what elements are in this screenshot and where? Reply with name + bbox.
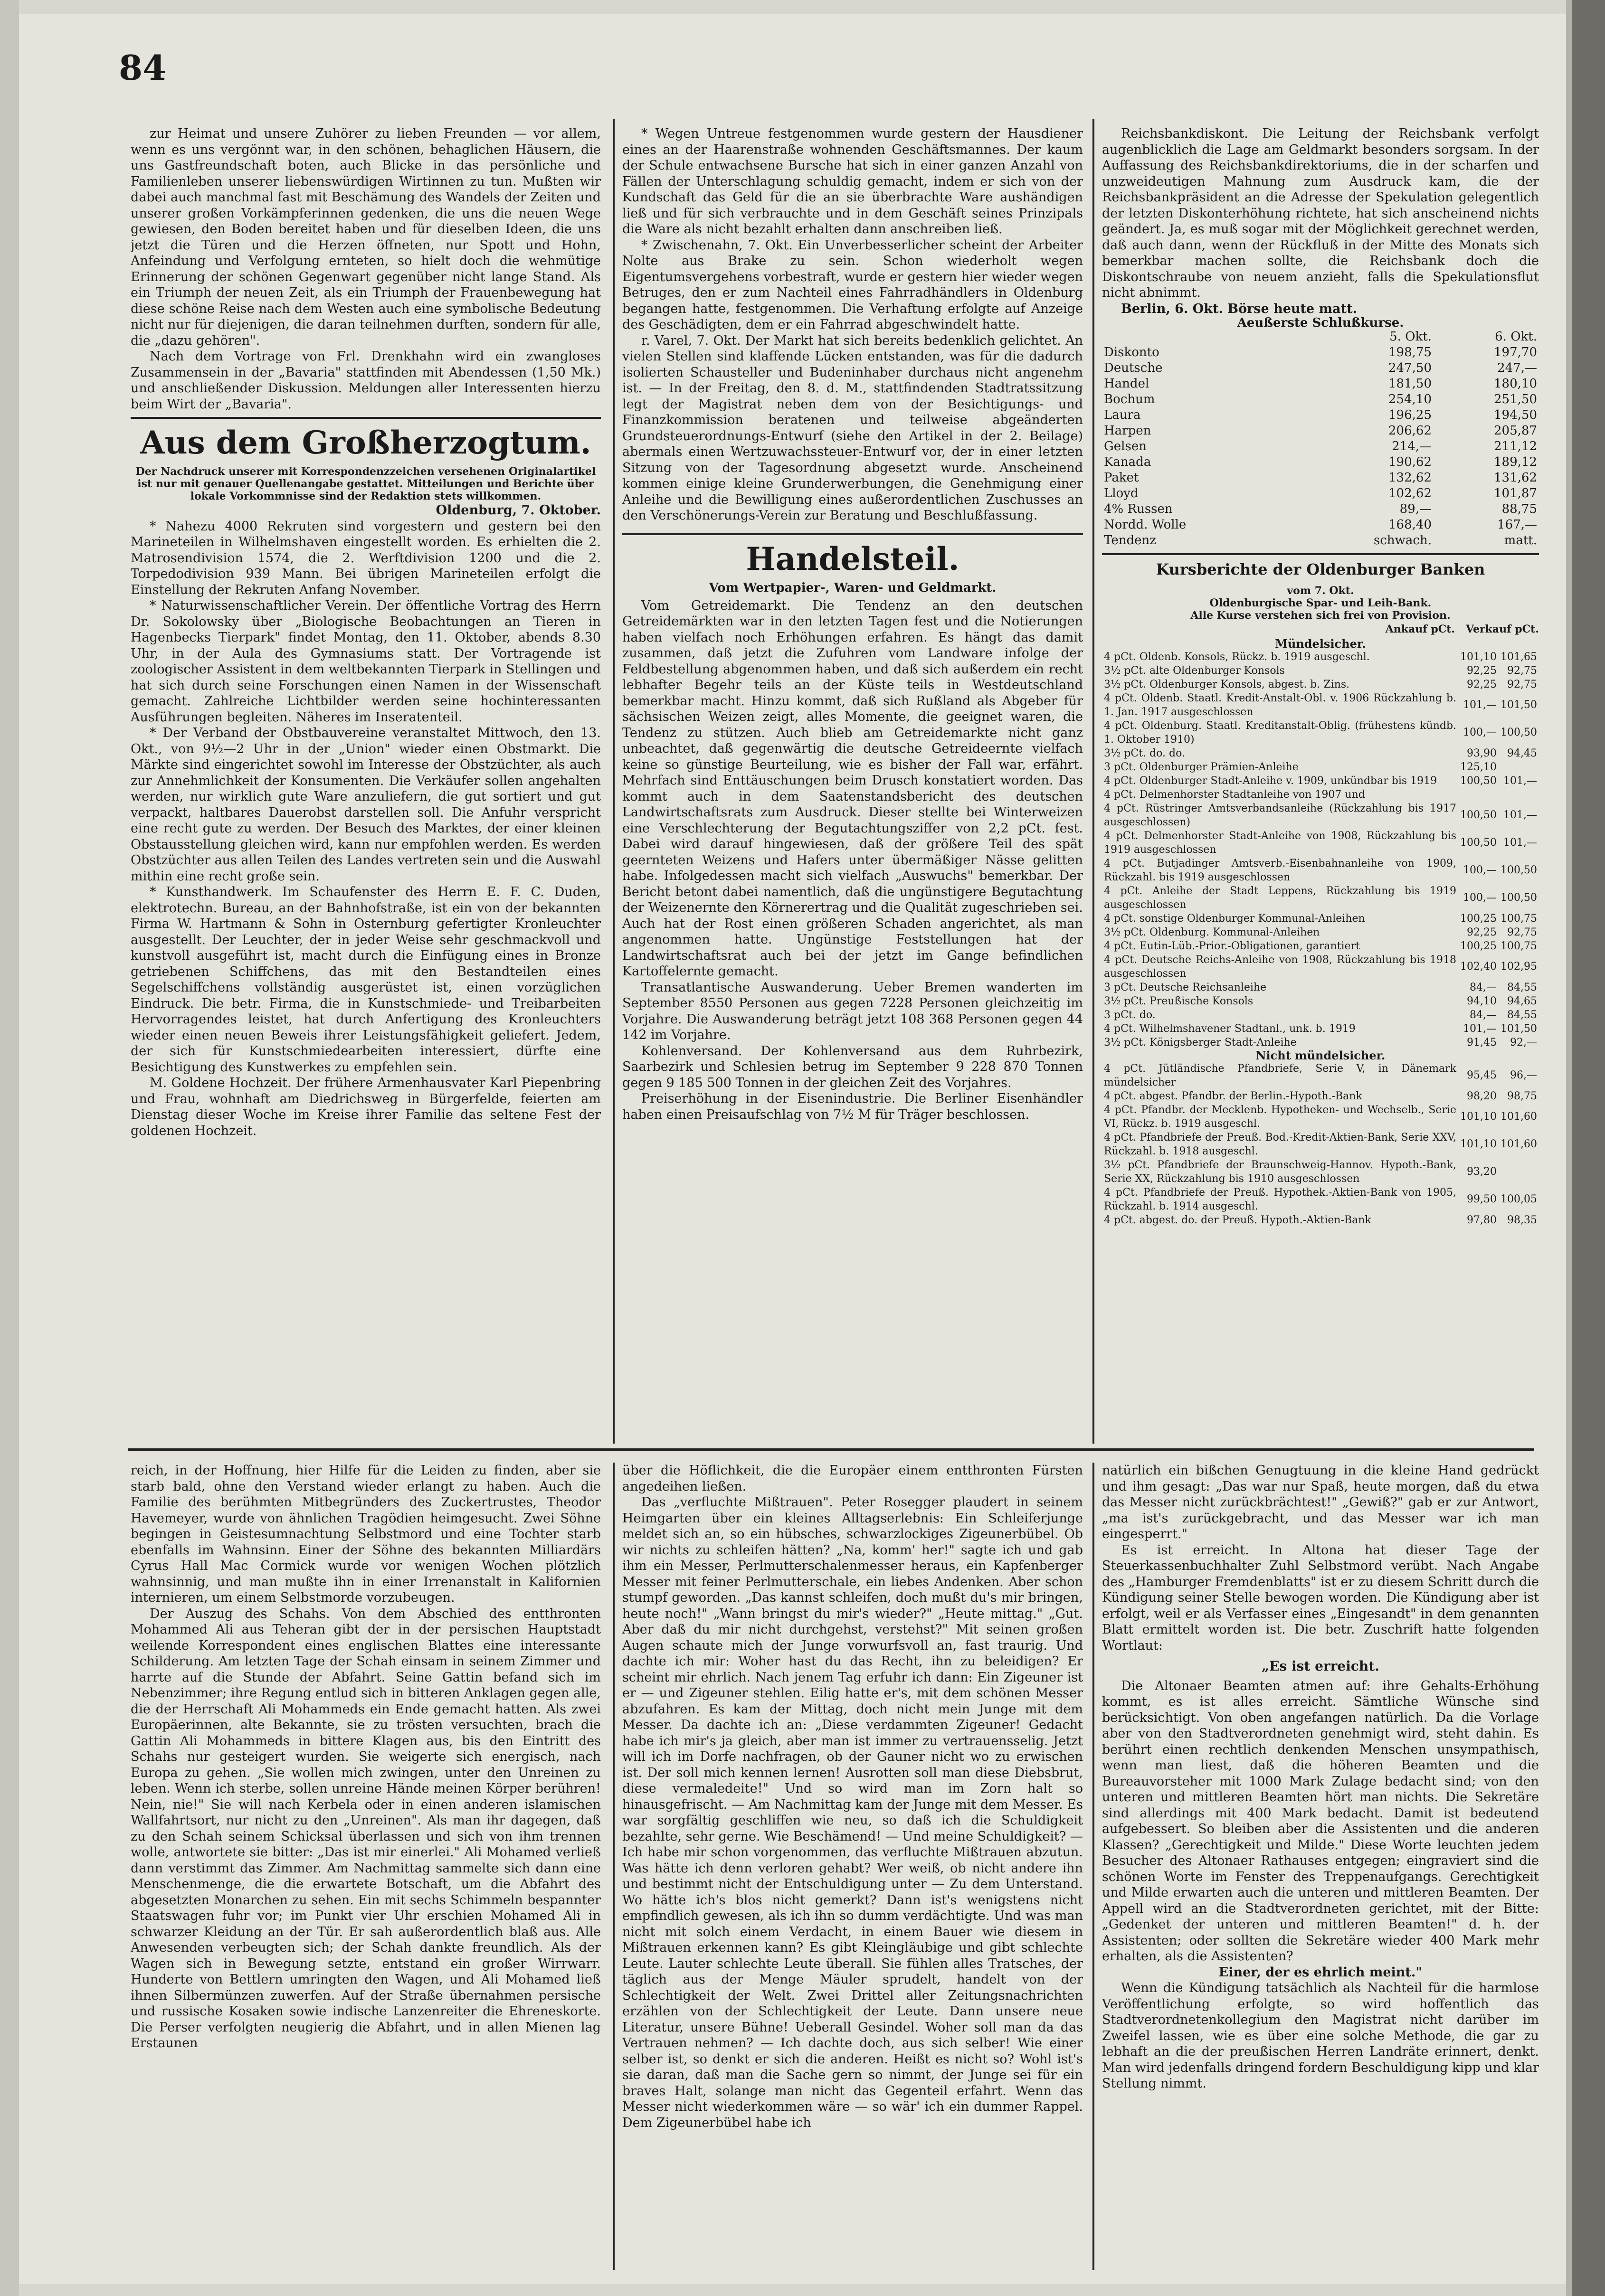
price-cell: 131,62 <box>1494 471 1537 485</box>
price-cell <box>1499 760 1539 774</box>
table-row <box>1102 360 1539 376</box>
news-item: Reichsbankdiskont. Die Leitung der Reichsbank verfolgt augenblicklich die Lage am Geldmarkt besonders sorgsam. In der Auffassung des Reichsbankdirektoriums, die in der scharfen und unzweideutigen Mahnung zum Ausdruck kam, die der Reichsbankpräsident an die Adresse der Spekulation gelegentlich der letzten Diskonterhöhung richtete, hat sich anscheinend nichts geändert. Ja, es muß sogar mit der Möglichkeit gerechnet werden, daß auch dann, wenn der Rückfluß in der Mitte des Monats sich bemerkbar machen sollte, die Reichsbank doch die Diskontschraube von neuem anzieht, falls die Spekulationsflut nicht abnimmt. <box>1102 126 1539 300</box>
price-cell <box>1458 788 1499 802</box>
security-name: 3 pCt. do. <box>1104 1009 1156 1021</box>
news-item: Vom Getreidemarkt. Die Tendenz an den deutschen Getreidemärkten war in den letzten Tagen fest und die Notierungen haben vielfach noch Erhöhungen erfahren. Es hängt das damit zusammen, daß jetzt die Zufuhren vom Landware infolge der Feldbestellung abgenommen haben, und daß sich außerdem ein recht lebhafter Begehr teils an der Küste teils in Westdeutschland bemerkbar macht. Hinzu kommt, daß sich Rußland als Abgeber für sächsischen Weizen zeigt, alles Momente, die geeignet waren, die Tendenz zu stützen. Auch blieb am Getreidemarkte nicht ganz unbeachtet, daß gegenwärtig die deutsche Getreideernte vielfach keine so günstige Beurteilung, wie es bisher der Fall war, erfährt. Mehrfach sind Enttäuschungen beim Drusch konstatiert worden. Das kommt auch in dem Saatenstandsbericht des deutschen Landwirtschaftsrats zum Ausdruck. Dieser stellte bei Winterweizen eine Verschlechterung der Begutachtungsziffer von 2,2 pCt. fest. Dabei wird darauf hingewiesen, daß der größere Teil des spät geernteten Weizens und Hafers unter übermäßiger Nässe gelitten habe. Infolgedessen macht sich vielfach „Auswuchs" bemerkbar. Der Bericht betont dabei namentlich, daß die ungünstigere Begutachtung der Weizenernte den Körnerertrag und die Qualität zugeschrieben sei. Auch hat der Rost einen größeren Schaden angerichtet, als man angenommen hatte. Ungünstige Feststellungen hat der Landwirtschaftsrat auch bei der jetzt im Gange befindlichen Kartoffelernte gemacht. <box>622 598 1083 979</box>
security-name: Bochum <box>1104 392 1155 406</box>
price-cell: schwach. <box>1374 533 1432 548</box>
table-header: Ankauf pCt. <box>1385 623 1455 635</box>
security-name: 3 pCt. Deutsche Reichsanleihe <box>1104 981 1267 993</box>
table-header-row <box>1102 329 1539 345</box>
price-cell: 92,25 <box>1467 926 1497 938</box>
table-row <box>1102 1089 1539 1103</box>
news-item: * Zwischenahn, 7. Okt. Ein Unverbesserlicher scheint der Arbeiter Nolte aus Brake zu sein. Schon wiederholt wegen Eigentumsvergehens vorbestraft, wurde er gestern hier wieder wegen Betruges, den er zum Nachteil eines Fahrradhändlers in Oldenburg begangen hatte, festgenommen. Die Verhaftung erfolgte auf Anzeige des Geschädigten, dem er ein Fahrrad abgeschwindelt hatte. <box>622 237 1083 332</box>
price-cell: 93,90 <box>1467 747 1497 759</box>
price-cell: 254,10 <box>1388 392 1432 406</box>
price-cell: 100,50 <box>1501 727 1537 738</box>
price-cell: 168,40 <box>1388 518 1432 532</box>
security-name: 4 pCt. Pfandbr. der Mecklenb. Hypotheken- und Wechselb., Serie VI, Rückz. b. 1919 ausgeschl. <box>1104 1104 1457 1130</box>
price-cell: 101,— <box>1463 1022 1497 1035</box>
security-name: Harpen <box>1104 424 1151 438</box>
price-cell: 194,50 <box>1494 408 1537 422</box>
price-cell: 100,75 <box>1501 912 1537 925</box>
section-heading: Aus dem Großherzogtum. <box>131 417 601 462</box>
article-paragraph: Nach dem Vortrage von Frl. Drenkhahn wird ein zwangloses Zusammensein in der „Bavaria" stattfinden mit Abendessen (1,50 Mk.) und anschließender Diskussion. Meldungen aller Interessenten hierzu beim Wirt der „Bavaria". <box>131 349 601 412</box>
price-cell: 101,— <box>1463 699 1497 711</box>
table-row <box>1102 926 1539 939</box>
letter-title: „Es ist erreicht. <box>1262 1658 1379 1674</box>
news-item: * Kunsthandwerk. Im Schaufenster des Herrn E. F. C. Duden, elektrotechn. Bureau, an der Bahnhofstraße, ist ein von der bekannten Firma W. Hartmann & Sohn in Osternburg gefertigter Kronleuchter ausgestellt. Der Leuchter, der in jeder Weise sehr geschmackvoll und kunstvoll ausgeführt ist, macht durch die Einfügung eines in Bronze getriebenen Schiffchens, das mit den Bestandteilen eines Segelschiffchens vollständig ausgerüstet ist, einen vorzüglichen Eindruck. Die betr. Firma, die in Kunstschmiede- und Treibarbeiten Hervorragendes leistet, hat durch Anfertigung des Kronleuchters wieder einen neuen Beweis ihrer Leistungsfähigkeit geliefert. Jedem, der sich für Kunstschmiedearbeiten interessiert, dürfte eine Besichtigung des Kunstwerkes zu empfehlen sein. <box>131 885 601 1075</box>
security-name: Laura <box>1104 408 1141 422</box>
table-row <box>1102 501 1539 517</box>
table-row <box>1102 884 1539 912</box>
security-name: 3½ pCt. Oldenburg. Kommunal-Anleihen <box>1104 926 1320 938</box>
article-paragraph: zur Heimat und unsere Zuhörer zu lieben Freunden — vor allem, wenn es uns vergönnt war, in den schönen, behaglichen Häusern, die uns Gastfreundschaft boten, auch Blicke in das persönliche und Familienleben unserer liebenswürdigen Wirtinnen zu tun. Mußten wir dabei auch manchmal fast mit Beschämung des Wandels der Zeiten und unserer großen Vorkämpferinnen gedenken, die uns die neuen Wege gewiesen, den Boden bereitet haben und für dieselben Ideen, die uns jetzt die Türen und die Herzen öffneten, nur Spott und Hohn, Anfeindung und Verfolgung ernteten, so hielt doch die wehmütige Erinnerung der schönen Gegenwart gegenüber nicht lange Stand. Als ein Triumph der neuen Zeit, als ein Triumph der Frauenbewegung hat diese schöne Reise nach dem Westen auch eine symbolische Bedeutung nicht nur für diejenigen, die daran teilnehmen durften, sondern für alle, die „dazu gehören". <box>131 126 601 348</box>
price-cell: 247,50 <box>1388 361 1432 375</box>
price-cell: 190,62 <box>1388 455 1432 469</box>
price-cell: 96,— <box>1510 1069 1537 1081</box>
table-header: 6. Okt. <box>1495 330 1537 344</box>
column-1-upper <box>131 126 601 1446</box>
price-cell: 92,25 <box>1467 678 1497 690</box>
price-cell: 101,50 <box>1501 1022 1537 1035</box>
price-cell: 100,25 <box>1460 912 1497 925</box>
price-cell: 89,— <box>1399 502 1432 516</box>
security-name: 4 pCt. Eutin-Lüb.-Prior.-Obligationen, garantiert <box>1104 940 1360 952</box>
table-row <box>1102 423 1539 439</box>
security-name: 3½ pCt. Oldenburger Konsols, abgest. b. Zins. <box>1104 678 1350 690</box>
table-row <box>1102 517 1539 533</box>
table-header: 5. Okt. <box>1389 330 1432 344</box>
price-cell: 205,87 <box>1494 424 1537 438</box>
price-cell: 101,10 <box>1460 651 1497 663</box>
column-rule <box>613 1463 615 2270</box>
price-cell: 92,75 <box>1507 678 1537 690</box>
price-cell: 101,60 <box>1501 1111 1537 1123</box>
price-cell: 181,50 <box>1388 377 1432 391</box>
price-cell: 101,65 <box>1501 651 1537 663</box>
table-row <box>1102 1022 1539 1036</box>
security-name: 4 pCt. Anleihe der Stadt Leppens, Rückzahlung bis 1919 ausgeschlossen <box>1104 885 1457 911</box>
table-row <box>1102 470 1539 486</box>
article-paragraph: Das „verfluchte Mißtrauen". Peter Rosegger plaudert in seinem Heimgarten über ein kleines Alltagserlebnis: Ein Schleiferjunge meldet sich an, so ein hübsches, schwarzlockiges Zigeunerbübel. Ob wir nichts zu schleifen hätten? „Na, komm' her!" sagte ich und gab ihm ein Messer, Perlmutterschalenmesser heraus, ein Kapfenberger Messer mit feiner Perlmutterschale, ein liebes Andenken. Aber schon stumpf geworden. „Das kannst schleifen, doch mußt du's mir bringen, heute noch!" „Wann bringst du mir's wieder?" „Heute mittag." „Gut. Aber daß du mir nicht durchgehst, verstehst?" Mit seinen großen Augen schaute mich der Junge vorwurfsvoll an, fast traurig. Und dachte ich mir: Woher hast du das Recht, ihn zu beleidigen? Er scheint mir ehrlich. Nach jenem Tag erfuhr ich dann: Ein Zigeuner ist er — und Zigeuner stehlen. Eilig hatte er's, mit dem schönen Messer abzufahren. Es kam der Mittag, doch nicht mein Junge mit dem Messer. Da dachte ich an: „Diese verdammten Zigeuner! Gedacht habe ich mir's ja gleich, aber man ist immer zu vertrauensselig. Jetzt will ich im Dorfe nachfragen, ob der Gauner nicht wo zu erwischen ist. Der soll mich kennen lernen! Ausrotten soll man diese Diebsbrut, diese vermaledeite!" Und so wird man im Zorn halt so hinausgefrischt. — Am Nachmittag kam der Junge mit dem Messer. Es war sorgfältig geschliffen wie neu, so daß ich die Schuldigkeit bezahlte, sehr gerne. Wie Beschämend! — Und meine Schuldigkeit? — Ich habe mir schon vorgenommen, das verfluchte Mißtrauen abzutun. Was hätte ich denn verloren gehabt? Wer weiß, ob nicht andere ihn und bestimmt nicht der Entschuldigung unter — Zu dem Unterstand. Wo hätte ich's blos nicht gemerkt? Dann ist's wenigstens nicht empfindlich gewesen, als ich ihn so dumm verdächtigte. Und was man nicht mit solch einem Verdacht, in einem Bauer wie diesem in Mißtrauen erkennen kann? Es gibt Kleingläubige und gibt schlechte Leute. Lauter schlechte Leute überall. Sie fühlen alles Tratsches, der täglich aus der Menge Mäuler sprudelt, handelt von der Schlechtigkeit der Welt. Zwei Drittel aller Zeitungsnachrichten erzählen von der Schlechtigkeit der Leute. Dann unsere neue Literatur, unsere Bühne! Ueberall Gesindel. Woher soll man da das Vertrauen nehmen? — Ich dachte doch, aus sich selber! Wie einer selber ist, so denkt er sich die anderen. Heißt es nicht so? Wohl ist's sie daran, daß man die Sache gern so nimmt, der Junge sei für ein braves Halt, solange man nicht das Gegenteil erfahrt. Wenn das Messer nicht wiederkommen wäre — so wär' ich ein dummer Rappel. Dem Zigeunerbübel habe ich <box>622 1495 1083 2130</box>
price-cell: 84,55 <box>1507 981 1537 993</box>
news-item: Preiserhöhung in der Eisenindustrie. Die Berliner Eisenhändler haben einen Preisaufschlag von 7½ M für Träger beschlossen. <box>622 1091 1083 1122</box>
security-name: 4 pCt. Butjadinger Amtsverb.-Eisenbahnanleihe von 1909, Rückzahl. bis 1919 ausgeschlossen <box>1104 857 1457 883</box>
price-cell: 98,75 <box>1507 1090 1537 1102</box>
price-cell: 94,10 <box>1467 995 1497 1007</box>
table-row <box>1102 1008 1539 1022</box>
bank-rates-table-nonmundel <box>1102 1062 1539 1227</box>
table-row <box>1102 829 1539 857</box>
price-cell: 91,45 <box>1467 1036 1497 1049</box>
article-paragraph: Der Auszug des Schahs. Von dem Abschied des entthronten Mohammed Ali aus Teheran gibt der in der persischen Hauptstadt weilende Korrespondent eines englischen Blattes eine interessante Schilderung. Am letzten Tage der Schah einsam in seinem Zimmer und harrte auf die Stunde der Abfahrt. Seine Gattin befand sich im Nebenzimmer; ihre Regung entlud sich in bitteren Anklagen gegen alle, die der Herrschaft Ali Mohammeds ein Ende gemacht hatten. Als zwei Europäerinnen, alte Bekannte, sie zu trösten versuchten, brach die Gattin Ali Mohammeds in bittere Klagen aus, bis den Eintritt des Schahs nur gesteigert wurden. Sie weigerte sich energisch, nach Europa zu gehen. „Sie wollen mich zwingen, unter den Unreinen zu leben. Wenn ich sterbe, sollen unreine Hände meinen Körper berühren! Nein, nie!" Sie will nach Kerbela oder in einen anderen islamischen Wallfahrtsort, nur nicht zu den „Unreinen". Als man ihr dagegen, daß zu den Schah seinem Schicksal überlassen und sich von ihm trennen wolle, antwortete sie bitter: „Das ist mir einerlei." Ali Mohamed verließ dann verstimmt das Zimmer. Am Nachmittag sammelte sich dann eine Menschenmenge, die die erwartete Botschaft, um die Abfahrt des abgesetzten Monarchen zu sehen. Ein mit sechs Schimmeln bespannter Staatswagen fuhr vor; im Punkt vier Uhr erschien Mohamed Ali in schwarzer Kleidung an der Tür. Er sah außerordentlich blaß aus. Alle Anwesenden verbeugten sich; der Schah dankte freundlich. Als der Wagen sich in Bewegung setzte, entstand ein großer Wirrwarr. Hunderte von Bettlern umringten den Wagen, und Ali Mohamed ließ ihnen Silbermünzen zuwerfen. Auf der Straße übernahmen persische und russische Kosaken sowie indische Lanzenreiter die Ehreneskorte. Die Perser verfolgten neugierig die Abfahrt, und in allen Mienen lag Erstaunen <box>131 1606 601 2050</box>
security-name: 4 pCt. Pfandbriefe der Preuß. Bod.-Kredit-Aktien-Bank, Serie XXV, Rückzahl. b. 1918 ausgeschl. <box>1104 1131 1457 1157</box>
bank-table-header <box>1102 622 1539 638</box>
price-cell: 92,— <box>1510 1036 1537 1049</box>
table-row <box>1102 1131 1539 1158</box>
table-row <box>1102 994 1539 1008</box>
column-rule <box>613 119 615 1444</box>
price-cell: 100,75 <box>1501 940 1537 952</box>
price-cell: 84,55 <box>1507 1009 1537 1021</box>
news-item: M. Goldene Hochzeit. Der frühere Armenhausvater Karl Piepenbring und Frau, wohnhaft am Diedrichsweg in Bürgerfelde, feierten am Dienstag dieser Woche im Kreise ihrer Familie das seltene Fest der goldenen Hochzeit. <box>131 1076 601 1138</box>
price-cell <box>1499 788 1539 802</box>
price-cell: 102,95 <box>1501 961 1537 973</box>
security-name: 3½ pCt. Königsberger Stadt-Anleihe <box>1104 1036 1297 1049</box>
table-row <box>1102 802 1539 829</box>
price-cell: 100,50 <box>1501 892 1537 904</box>
news-item: Transatlantische Auswanderung. Ueber Bremen wanderten im September 8550 Personen aus gegen 7228 Personen gleichzeitig im Vorjahre. Die Auswanderung beträgt jetzt 108 368 Personen gegen 44 142 im Vorjahre. <box>622 980 1083 1042</box>
price-cell: 198,75 <box>1388 345 1432 359</box>
table-row <box>1102 678 1539 691</box>
price-cell: 102,40 <box>1460 961 1497 973</box>
bank-date: vom 7. Okt. <box>1287 585 1354 597</box>
table-row <box>1102 1213 1539 1227</box>
table-row <box>1102 486 1539 501</box>
column-2-lower <box>622 1463 1083 2270</box>
security-name: 3½ pCt. Pfandbriefe der Braunschweig-Hannov. Hypoth.-Bank, Serie XX, Rückzahlung bis 1910 ausgeschlossen <box>1104 1159 1457 1185</box>
security-name: Lloyd <box>1104 486 1139 501</box>
price-cell: 211,12 <box>1494 439 1537 454</box>
price-cell: 93,20 <box>1467 1166 1497 1178</box>
price-cell: 101,— <box>1503 837 1537 849</box>
reprint-note: Der Nachdruck unserer mit Korrespondenzzeichen versehenen Originalartikel ist nur mit genauer Quellenangabe gestattet. Mitteilungen und Berichte über lokale Vorkommnisse sind der Redaktion stets willkommen. <box>135 465 596 502</box>
table-row <box>1102 939 1539 953</box>
table-row <box>1102 345 1539 360</box>
price-cell: 101,87 <box>1494 486 1537 501</box>
price-cell: 100,50 <box>1460 809 1497 821</box>
security-name: Handel <box>1104 377 1149 391</box>
security-name: 4 pCt. Deutsche Reichs-Anleihe von 1908, Rückzahlung bis 1918 ausgeschlossen <box>1104 954 1457 980</box>
table-row <box>1102 1062 1539 1089</box>
price-cell: 167,— <box>1497 518 1537 532</box>
table-row <box>1102 981 1539 994</box>
article-paragraph: Die Altonaer Beamten atmen auf: ihre Gehalts-Erhöhung kommt, es ist alles erreicht. Sämtliche Wünsche sind berücksichtigt. Von oben angefangen natürlich. Da die Vorlage aber von den Stadtverordneten genehmigt wird, steht dahin. Es berührt einen rechtlich denkenden Menschen unsympathisch, wenn man liest, daß die höheren Beamten und die Bureauvorsteher mit 1000 Mark Zulage bedacht sind; von den unteren und mittleren Beamten hört man nichts. Die Sekretäre sind allerdings mit 400 Mark bedacht. Damit ist bedeutend aufgebessert. So bleiben aber die Assistenten und die anderen Klassen? „Gerechtigkeit und Milde." Diese Worte leuchten jedem Besucher des Altonaer Rathauses entgegen; eingraviert sind die schönen Worte im Fenster des Treppenaufgangs. Gerechtigkeit und Milde erwarten auch die unteren und mittleren Beamten. Der Appell wird an die Stadtverordneten gerichtet, mit der Bitte: „Gedenket der unteren und mittleren Beamten!" d. h. der Assistenten; oder sollten die Sekretäre wieder 400 Mark mehr erhalten, als die Assistenten? <box>1102 1678 1539 1964</box>
security-name: 4 pCt. abgest. Pfandbr. der Berlin.-Hypoth.-Bank <box>1104 1090 1362 1102</box>
section-subheading: Vom Wertpapier-, Waren- und Geldmarkt. <box>709 580 997 595</box>
table-row <box>1102 1103 1539 1131</box>
table-row <box>1102 953 1539 981</box>
price-cell: 132,62 <box>1388 471 1432 485</box>
price-cell: 100,— <box>1463 864 1497 876</box>
table-title: Aeußerste Schlußkurse. <box>1237 316 1404 330</box>
table-row <box>1102 691 1539 719</box>
price-cell: 101,50 <box>1501 699 1537 711</box>
page-left-margin <box>0 0 19 2296</box>
table-row <box>1102 533 1539 548</box>
table-row <box>1102 912 1539 926</box>
table-row <box>1102 746 1539 760</box>
price-cell: 206,62 <box>1388 424 1432 438</box>
closing-prices-table <box>1102 329 1539 548</box>
security-name: 4 pCt. Delmenhorster Stadtanleihe von 1907 und <box>1104 788 1365 801</box>
price-cell: 180,10 <box>1494 377 1537 391</box>
price-cell: 100,50 <box>1501 864 1537 876</box>
security-name: 4 pCt. Oldenburg. Staatl. Kreditanstalt-Oblig. (frühestens kündb. 1. Oktober 1910) <box>1104 719 1457 746</box>
price-cell: 101,— <box>1503 809 1537 821</box>
price-cell: 97,80 <box>1467 1214 1497 1226</box>
section-heading: Kursberichte der Oldenburger Banken <box>1102 553 1539 581</box>
price-cell: 214,— <box>1392 439 1432 454</box>
security-name: 4 pCt. Wilhelmshavener Stadtanl., unk. b. 1919 <box>1104 1022 1356 1035</box>
security-name: 4 pCt. Jütländische Pfandbriefe, Serie V, in Dänemark mündelsicher <box>1104 1062 1457 1088</box>
table-header: Verkauf pCt. <box>1466 623 1539 635</box>
table-row <box>1102 788 1539 802</box>
security-name: Kanada <box>1104 455 1151 469</box>
table-row <box>1102 439 1539 454</box>
news-item: * Naturwissenschaftlicher Verein. Der öffentliche Vortrag des Herrn Dr. Sokolowsky über „Biologische Beobachtungen an Tieren in Hagenbecks Tierpark" findet Montag, den 11. Oktober, abends 8.30 Uhr, in der Aula des Gymnasiums statt. Der Vortragende ist zoologischer Assistent in dem weltbekannten Tierpark in Stellingen und hat sich durch seine Forschungen einen Namen in der Wissenschaft gemacht. Zahlreiche Lichtbilder werden seine hochinteressanten Ausführungen begleiten. Näheres im Inseratenteil. <box>131 598 601 725</box>
price-cell: 101,10 <box>1460 1138 1497 1150</box>
price-cell: 197,70 <box>1494 345 1537 359</box>
price-cell: 98,20 <box>1467 1090 1497 1102</box>
security-name: 3½ pCt. alte Oldenburger Konsols <box>1104 664 1285 677</box>
bank-rates-table <box>1102 650 1539 1049</box>
news-item: * Wegen Untreue festgenommen wurde gestern der Hausdiener eines an der Haarenstraße wohnenden Geschäftsmannes. Der kaum der Schule entwachsene Bursche hat sich in einer ganzen Anzahl von Fällen der Unterschlagung schuldig gemacht, indem er sich von der Kundschaft das Geld für die an sie überbrachte Ware aushändigen ließ und für sich verbrauchte und in dem Geschäft seines Prinzipals die Ware als nicht bezahlt erhalten dann anschreiben ließ. <box>622 126 1083 236</box>
bank-note: Alle Kurse verstehen sich frei von Provision. <box>1190 609 1451 622</box>
price-cell: 196,25 <box>1388 408 1432 422</box>
category-label: Nicht mündelsicher. <box>1255 1048 1386 1062</box>
price-cell: 101,10 <box>1460 1111 1497 1123</box>
column-2-upper <box>622 126 1083 1446</box>
security-name: Nordd. Wolle <box>1104 518 1187 532</box>
security-name: 4 pCt. Oldenb. Konsols, Rückz. b. 1919 ausgeschl. <box>1104 651 1370 663</box>
price-cell: 98,35 <box>1507 1214 1537 1226</box>
table-row <box>1102 857 1539 884</box>
bank-name: Oldenburgische Spar- und Leih-Bank. <box>1209 597 1432 609</box>
price-cell: 101,— <box>1503 775 1537 787</box>
article-paragraph: Wenn die Kündigung tatsächlich als Nachteil für die harmlose Veröffentlichung erfolgte, so wird hoffentlich das Stadtverordnetenkollegium den Magistrat nicht darüber im Zweifel lassen, wie es über eine solche Methode, die gar zu lebhaft an die der preußischen Herren Landräte erinnert, denkt. Man wird jedenfalls dringend fordern Beschuldigung kipp und klar Stellung nimmt. <box>1102 1981 1539 2091</box>
table-row <box>1102 760 1539 774</box>
price-cell: 99,50 <box>1467 1193 1497 1205</box>
price-cell: 101,60 <box>1501 1138 1537 1150</box>
table-row <box>1102 392 1539 407</box>
price-cell: 92,75 <box>1507 664 1537 677</box>
section-divider <box>128 1448 1534 1451</box>
security-name: Paket <box>1104 471 1139 485</box>
dateline: Oldenburg, 7. Oktober. <box>436 503 601 518</box>
security-name: Gelsen <box>1104 439 1147 454</box>
price-cell: 125,10 <box>1460 761 1497 773</box>
price-cell: matt. <box>1504 533 1537 548</box>
table-row <box>1102 774 1539 788</box>
column-3-upper <box>1102 126 1539 1446</box>
security-name: 3½ pCt. do. do. <box>1104 747 1185 759</box>
column-3-lower <box>1102 1463 1539 2270</box>
table-row <box>1102 407 1539 423</box>
table-row <box>1102 1186 1539 1213</box>
column-rule <box>1092 119 1094 1444</box>
price-cell: 100,05 <box>1501 1193 1537 1205</box>
price-cell: 92,75 <box>1507 926 1537 938</box>
price-cell: 247,— <box>1497 361 1537 375</box>
article-paragraph: Es ist erreicht. In Altona hat dieser Tage der Steuerkassenbuchhalter Zuhl Selbstmord verübt. Nach Angabe des „Hamburger Fremdenblatts" ist er zu diesem Schritt durch die Kündigung seiner Stelle bewogen worden. Die Kündigung aber ist erfolgt, weil er als Verfasser eines „Eingesandt" in dem genannten Blatt ermittelt worden ist. Die betr. Zuschrift hatte folgenden Wortlaut: <box>1102 1542 1539 1653</box>
price-cell: 94,45 <box>1507 747 1537 759</box>
security-name: 4 pCt. Oldenburger Stadt-Anleihe v. 1909, unkündbar bis 1919 <box>1104 775 1437 787</box>
table-header <box>1102 329 1295 345</box>
binding-edge <box>1572 0 1605 2296</box>
table-row <box>1102 664 1539 678</box>
security-name: 4% Russen <box>1104 502 1173 516</box>
news-item: * Nahezu 4000 Rekruten sind vorgestern und gestern bei den Marineteilen in Wilhelmshaven eingestellt worden. Es erhielten die 2. Matrosendivision 1574, die 2. Werftdivision 1200 und die 2. Torpedodivision 939 Mann. Bei übrigen Marineteilen erfolgt die Einstellung der Rekruten Anfang November. <box>131 519 601 597</box>
price-cell: 88,75 <box>1501 502 1537 516</box>
security-name: 4 pCt. sonstige Oldenburger Kommunal-Anleihen <box>1104 912 1365 925</box>
security-name: 4 pCt. Pfandbriefe der Preuß. Hypothek.-Aktien-Bank von 1905, Rückzahl. b. 1914 ausgeschl. <box>1104 1186 1457 1212</box>
price-cell: 102,62 <box>1388 486 1432 501</box>
news-item: Kohlenversand. Der Kohlenversand aus dem Ruhrbezirk, Saarbezirk und Schlesien betrug im September 9 228 870 Tonnen gegen 9 185 500 Tonnen in der gleichen Zeit des Vorjahres. <box>622 1043 1083 1090</box>
price-cell: 84,— <box>1470 1009 1497 1021</box>
section-heading: Handelsteil. <box>622 533 1083 578</box>
article-paragraph: reich, in der Hoffnung, hier Hilfe für die Leiden zu finden, aber sie starb bald, ohne den Verstand wieder erlangt zu haben. Auch die Familie des berühmten Mitbegründers des Zuckertrustes, Theodor Havemeyer, wurde von ähnlichen Tragödien heimgesucht. Zwei Söhne begingen in Geistesumnachtung Selbstmord und eine Tochter starb ebenfalls im Wahnsinn. Einer der Söhne des bekannten Milliardärs Cyrus Hall Mac Cormick wurde vor wenigen Wochen plötzlich wahnsinnig, und man mußte ihn in einer Irrenanstalt in Kalifornien internieren, um einem Selbstmorde vorzubeugen. <box>131 1463 601 1605</box>
security-name: 4 pCt. Rüstringer Amtsverbandsanleihe (Rückzahlung bis 1917 ausgeschlossen) <box>1104 802 1457 828</box>
price-cell: 92,25 <box>1467 664 1497 677</box>
category-label: Mündelsicher. <box>1275 636 1366 651</box>
security-name: Deutsche <box>1104 361 1163 375</box>
column-rule <box>1092 1463 1094 2270</box>
price-cell: 189,12 <box>1494 455 1537 469</box>
price-cell <box>1499 1158 1539 1186</box>
table-row <box>1102 1036 1539 1049</box>
security-name: 4 pCt. Delmenhorster Stadt-Anleihe von 1908, Rückzahlung bis 1919 ausgeschlossen <box>1104 830 1457 856</box>
page-right-margin <box>1566 0 1572 2296</box>
price-cell: 100,50 <box>1460 775 1497 787</box>
price-cell: 100,25 <box>1460 940 1497 952</box>
security-name: 4 pCt. Oldenb. Staatl. Kredit-Anstalt-Obl. v. 1906 Rückzahlung b. 1. Jan. 1917 ausgeschlossen <box>1104 692 1457 718</box>
page-number: 84 <box>119 47 167 88</box>
article-paragraph: natürlich ein bißchen Genugtuung in die kleine Hand gedrückt und ihm gesagt: „Das war nur Spaß, heute morgen, daß du etwa das Messer nicht zurückbrächtest!" „Gewiß?" gab er zur Antwort, „ma ist's zurückgebracht, und das Messer war ich man eingesperrt." <box>1102 1463 1539 1541</box>
table-row <box>1102 719 1539 746</box>
security-name: 3½ pCt. Preußische Konsols <box>1104 995 1254 1007</box>
price-cell: 251,50 <box>1494 392 1537 406</box>
security-name: 4 pCt. abgest. do. der Preuß. Hypoth.-Aktien-Bank <box>1104 1214 1371 1226</box>
price-cell: 100,— <box>1463 892 1497 904</box>
price-cell: 84,— <box>1470 981 1497 993</box>
table-row <box>1102 454 1539 470</box>
news-item: * Der Verband der Obstbauvereine veranstaltet Mittwoch, den 13. Okt., von 9½—2 Uhr in der „Union" wieder einen Obstmarkt. Die Märkte sind eingerichtet sowohl im Interesse der Obstzüchter, als auch zur Annehmlichkeit der Konsumenten. Die Verkäufer sollen angehalten werden, nur wirklich gute Ware anzuliefern, die gut sortiert und gut verpackt, haltbares Dauerobst darstellen soll. Die Anfuhr verspricht eine recht gute zu werden. Der Besuch des Marktes, der einer kleinen Obstausstellung gleichen wird, kann nur empfohlen werden. Es werden Obstzüchter aus allen Teilen des Landes vertreten sein und die Auswahl mithin eine recht große sein. <box>131 726 601 884</box>
article-paragraph: über die Höflichkeit, die die Europäer einem entthronten Fürsten angedeihen ließen. <box>622 1463 1083 1494</box>
table-row <box>1102 650 1539 664</box>
letter-signature: Einer, der es ehrlich meint." <box>1218 1965 1423 1980</box>
news-item: r. Varel, 7. Okt. Der Markt hat sich bereits bedenklich gelichtet. An vielen Stellen sind klaffende Lücken entstanden, was für die dadurch isolierten Schausteller und Budeninhaber durchaus nicht angenehm ist. — In der Freitag, den 8. d. M., stattfindenden Stadtratssitzung legt der Magistrat neben dem von der Besichtigungs- und Finanzkommission beratenen und teilweise abgeänderten Grundsteuerordnungs-Entwurf (siehe den Artikel in der 2. Beilage) abermals einen Wertzuwachssteuer-Entwurf vor, der in einer letzten Sitzung von der Tagesordnung abgesetzt wurde. Anscheinend kommen einige kleine Grunderwerbungen, die Genehmigung einer Anleihe und die Bewilligung eines außerordentlichen Zuschusses an den Verschönerungs-Verein zur Beratung und Beschlußfassung. <box>622 333 1083 523</box>
table-row <box>1102 376 1539 392</box>
security-name: Diskonto <box>1104 345 1159 359</box>
security-name: Tendenz <box>1104 533 1156 548</box>
market-line: Berlin, 6. Okt. Börse heute matt. <box>1121 301 1357 316</box>
price-cell: 100,— <box>1463 727 1497 738</box>
price-cell: 94,65 <box>1507 995 1537 1007</box>
table-row <box>1102 1158 1539 1186</box>
price-cell: 95,45 <box>1467 1069 1497 1081</box>
security-name: 3 pCt. Oldenburger Prämien-Anleihe <box>1104 761 1299 773</box>
price-cell: 100,50 <box>1460 837 1497 849</box>
column-1-lower <box>131 1463 601 2270</box>
